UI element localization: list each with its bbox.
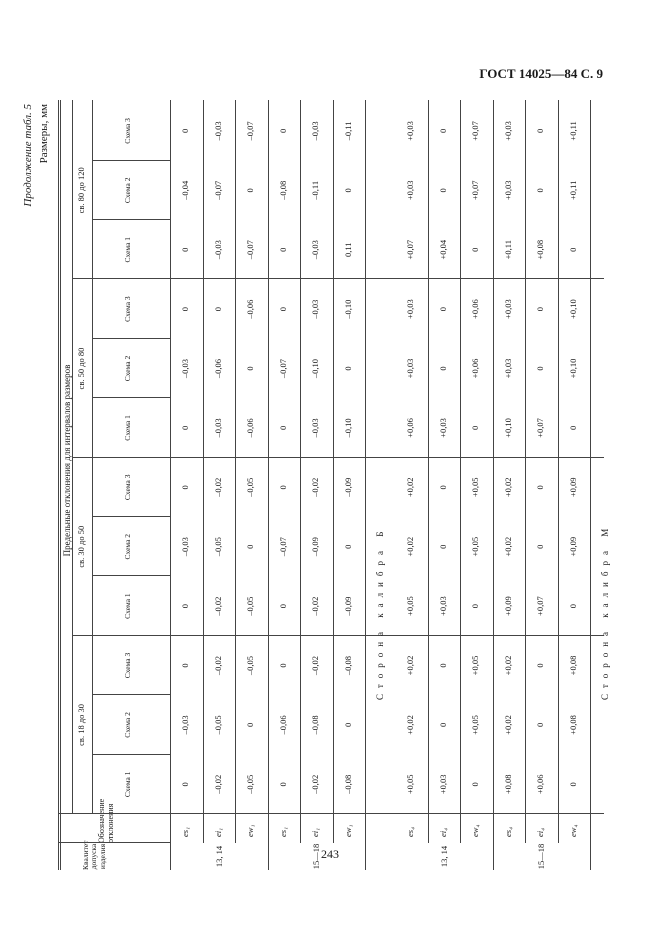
- table-cell: 0: [470, 782, 480, 787]
- scheme-header: Схема 2: [123, 355, 132, 382]
- table-cell: 0: [180, 663, 190, 668]
- table-cell: +0,11: [567, 121, 578, 141]
- table-cell: +0,02: [502, 715, 513, 735]
- range-header: св. 80 до 120: [76, 167, 86, 214]
- table-cell: –0,11: [310, 180, 320, 200]
- table-cell: –0,02: [212, 655, 223, 676]
- scheme-header: Схема 1: [123, 236, 132, 263]
- designation-column-header: Обозначение отклонения: [97, 798, 115, 843]
- table-cell: +0,03: [502, 121, 513, 141]
- table-cell: 0: [342, 188, 353, 193]
- rule: [590, 100, 591, 870]
- table-cell: +0,03: [405, 180, 415, 201]
- table-cell: +0,07: [470, 180, 480, 201]
- table-cell: 0: [180, 485, 190, 490]
- table-cell: +0,06: [405, 418, 415, 438]
- table-cell: 0: [535, 544, 545, 549]
- table-cell: 0: [535, 663, 545, 668]
- table-cell: +0,09: [502, 596, 513, 616]
- table-cell: +0,03: [437, 774, 448, 795]
- table-cell: +0,07: [535, 596, 545, 616]
- table-cell: 0: [567, 604, 578, 609]
- table-cell: 0: [437, 128, 448, 134]
- table-cell: 0: [535, 307, 545, 312]
- document-header: ГОСТ 14025—84 С. 9: [479, 66, 603, 81]
- table-cell: –0,04: [180, 180, 190, 200]
- table-cell: –0,03: [212, 418, 223, 438]
- table-cell: +0,06: [470, 358, 480, 379]
- table-cell: –0,06: [245, 418, 255, 438]
- table-cell: 0: [180, 782, 190, 787]
- deviation-code: es₄: [405, 826, 415, 837]
- table-cell: –0,03: [310, 240, 320, 260]
- scheme-header: Схема 2: [123, 533, 132, 560]
- rule: [268, 100, 269, 870]
- section-title: Сторона калибра Б: [375, 525, 385, 700]
- table-cell: 0: [567, 782, 578, 787]
- table-cell: +0,09: [567, 536, 578, 557]
- table-cell: 0: [567, 247, 578, 252]
- rule: [58, 842, 170, 843]
- table-cell: +0,03: [437, 596, 448, 616]
- table-cell: +0,02: [405, 655, 415, 676]
- table-cell: 0: [470, 247, 480, 252]
- table-cell: –0,03: [212, 240, 223, 260]
- table-cell: –0,03: [310, 121, 320, 141]
- table-cell: +0,10: [502, 418, 513, 438]
- table-cell: 0: [437, 663, 448, 668]
- table-cell: +0,11: [567, 180, 578, 200]
- rule: [428, 100, 429, 843]
- deviation-code: ei₄: [535, 827, 545, 837]
- table-cell: 0: [470, 425, 480, 431]
- table-cell: 0,11: [342, 242, 353, 257]
- table-cell: 0: [245, 544, 255, 549]
- table-cell: 0: [437, 307, 448, 312]
- table-cell: +0,02: [502, 477, 513, 498]
- table-cell: –0,06: [245, 299, 255, 319]
- table-cell: 0: [342, 544, 353, 549]
- scheme-header: Схема 3: [123, 118, 132, 144]
- table-cell: 0: [245, 366, 255, 371]
- deviation-code: es₄: [502, 826, 513, 837]
- table-cell: 0: [437, 485, 448, 490]
- table-cell: +0,07: [535, 418, 545, 438]
- table-cell: +0,10: [567, 358, 578, 379]
- table-cell: +0,03: [405, 358, 415, 379]
- table-cell: –0,06: [277, 715, 288, 735]
- table-cell: 0: [342, 366, 353, 371]
- deviation-code: ew₄: [567, 824, 578, 837]
- deviation-code: ew₄: [470, 824, 480, 837]
- scheme-header: Схема 2: [123, 712, 132, 738]
- table-cell: –0,02: [310, 596, 320, 616]
- table-cell: 0: [277, 425, 288, 431]
- table-cell: 0: [245, 188, 255, 193]
- table-cell: +0,07: [405, 239, 415, 260]
- group-header: Предельные отклонения для интервалов размеров: [62, 364, 72, 557]
- table-cell: 0: [180, 425, 190, 431]
- grade-cell: 15—18: [536, 843, 547, 870]
- rule: [60, 100, 61, 870]
- table-cell: +0,03: [405, 299, 415, 319]
- rotated-table-area: [22, 100, 610, 870]
- grade-cell: 15—18: [311, 843, 322, 870]
- table-cell: 0: [277, 485, 288, 490]
- table-cell: 0: [277, 663, 288, 668]
- table-cell: 0: [567, 425, 578, 431]
- deviation-code: ei₁: [212, 827, 223, 837]
- table-cell: +0,05: [470, 477, 480, 498]
- rule: [170, 100, 171, 870]
- table-cell: –0,03: [180, 715, 190, 735]
- rule: [235, 100, 236, 843]
- table-cell: 0: [180, 128, 190, 134]
- table-cell: +0,08: [567, 655, 578, 676]
- table-cell: –0,10: [342, 299, 353, 319]
- table-cell: –0,07: [245, 240, 255, 260]
- table-cell: –0,10: [310, 358, 320, 379]
- table-cell: –0,03: [310, 299, 320, 319]
- table-cell: –0,02: [310, 655, 320, 676]
- table-cell: –0,06: [212, 358, 223, 379]
- table-cell: +0,02: [405, 477, 415, 498]
- table-cell: 0: [277, 247, 288, 252]
- table-cell: –0,07: [277, 358, 288, 379]
- rule: [300, 100, 301, 843]
- grade-cell: 13, 14: [438, 845, 449, 868]
- rule: [493, 100, 494, 870]
- table-cell: 0: [212, 307, 223, 312]
- rule: [525, 100, 526, 843]
- table-cell: –0,02: [310, 774, 320, 794]
- scheme-header: Схема 3: [123, 652, 132, 679]
- rule: [58, 100, 59, 870]
- scheme-header: Схема 1: [123, 771, 132, 798]
- table-cell: –0,02: [310, 477, 320, 497]
- table-cell: +0,09: [567, 477, 578, 498]
- table-cell: 0: [180, 307, 190, 312]
- table-cell: +0,08: [567, 715, 578, 735]
- rule: [333, 100, 334, 843]
- table-cell: +0,10: [567, 299, 578, 319]
- table-cell: –0,03: [212, 121, 223, 141]
- deviation-code: ew₁: [245, 824, 255, 837]
- table-cell: 0: [535, 128, 545, 134]
- section-title: Сторона калибра М: [600, 522, 610, 700]
- scheme-header: Схема 1: [123, 415, 132, 441]
- table-cell: –0,05: [245, 596, 255, 616]
- table-cell: +0,05: [405, 774, 415, 795]
- table-cell: 0: [535, 366, 545, 371]
- table-cell: –0,08: [342, 774, 353, 794]
- table-cell: –0,05: [245, 774, 255, 794]
- table-cell: +0,05: [405, 596, 415, 616]
- grade-cell: 13, 14: [213, 845, 224, 868]
- table-cell: 0: [277, 307, 288, 312]
- table-cell: +0,08: [535, 239, 545, 260]
- table-cell: +0,07: [470, 121, 480, 141]
- table-cell: 0: [437, 366, 448, 371]
- table-cell: –0,09: [342, 477, 353, 497]
- table-cell: –0,05: [212, 715, 223, 735]
- rule: [365, 100, 366, 870]
- table-cell: –0,02: [212, 477, 223, 497]
- range-header: св. 50 до 80: [76, 347, 86, 390]
- table-cell: –0,05: [245, 477, 255, 497]
- table-cell: 0: [437, 722, 448, 728]
- table-cell: +0,05: [470, 536, 480, 557]
- table-cell: +0,05: [470, 715, 480, 735]
- table-cell: +0,03: [437, 418, 448, 438]
- table-cell: –0,09: [310, 537, 320, 557]
- table-cell: 0: [437, 188, 448, 193]
- table-cell: +0,02: [405, 715, 415, 735]
- table-cell: +0,03: [502, 299, 513, 319]
- table-cell: –0,08: [342, 655, 353, 676]
- table-cell: +0,06: [470, 299, 480, 319]
- table-cell: 0: [535, 188, 545, 193]
- scheme-header: Схема 1: [123, 593, 132, 619]
- scheme-header: Схема 2: [123, 177, 132, 204]
- table-cell: 0: [277, 128, 288, 134]
- table-cell: –0,03: [180, 358, 190, 379]
- scheme-header: Схема 3: [123, 296, 132, 322]
- deviation-code: es₁: [180, 826, 190, 837]
- scheme-header: Схема 3: [123, 474, 132, 501]
- table-cell: 0: [277, 782, 288, 787]
- rule: [558, 100, 559, 843]
- deviation-code: ei₄: [437, 827, 448, 837]
- table-cell: –0,08: [310, 715, 320, 735]
- table-cell: +0,03: [405, 121, 415, 141]
- table-cell: +0,03: [502, 358, 513, 379]
- grade-column-header: Квалитет допуска изделия: [81, 840, 107, 870]
- table-cell: 0: [535, 722, 545, 728]
- table-cell: +0,11: [502, 240, 513, 260]
- table-cell: 0: [342, 722, 353, 728]
- rule: [203, 100, 204, 843]
- table-cell: 0: [245, 722, 255, 728]
- table-cell: +0,02: [405, 536, 415, 557]
- table-cell: –0,05: [245, 655, 255, 676]
- table-cell: +0,02: [502, 536, 513, 557]
- rule: [58, 813, 604, 814]
- range-header: св. 18 до 30: [76, 703, 86, 746]
- table-cell: –0,02: [212, 774, 223, 794]
- table-cell: –0,09: [342, 596, 353, 616]
- deviation-code: es₁: [277, 826, 288, 837]
- table-cell: –0,10: [342, 418, 353, 438]
- rule: [460, 100, 461, 843]
- deviation-code: ei₁: [310, 827, 320, 837]
- table-cell: –0,03: [180, 537, 190, 557]
- page-number: 243: [321, 847, 339, 861]
- table-cell: –0,03: [310, 418, 320, 438]
- table-cell: 0: [180, 247, 190, 252]
- table-cell: –0,07: [277, 537, 288, 557]
- deviation-code: ew₁: [342, 824, 353, 837]
- table-cell: –0,11: [342, 121, 353, 141]
- table-cell: +0,04: [437, 239, 448, 260]
- table-cell: –0,07: [212, 180, 223, 200]
- table-continuation-caption: Продолжение табл. 5: [22, 104, 34, 207]
- table-cell: +0,03: [502, 180, 513, 201]
- table-cell: –0,02: [212, 596, 223, 616]
- range-header: св. 30 до 50: [76, 525, 86, 568]
- table-cell: +0,08: [502, 774, 513, 795]
- table-cell: +0,06: [535, 774, 545, 795]
- table-cell: 0: [180, 604, 190, 609]
- table-cell: –0,05: [212, 537, 223, 557]
- table-cell: 0: [437, 544, 448, 549]
- table-cell: 0: [535, 485, 545, 490]
- table-cell: 0: [470, 604, 480, 609]
- table-cell: –0,07: [245, 121, 255, 141]
- table-cell: +0,02: [502, 655, 513, 676]
- units-label: Размеры, мм: [38, 104, 50, 164]
- table-cell: –0,08: [277, 180, 288, 200]
- table-cell: +0,05: [470, 655, 480, 676]
- table-cell: 0: [277, 604, 288, 609]
